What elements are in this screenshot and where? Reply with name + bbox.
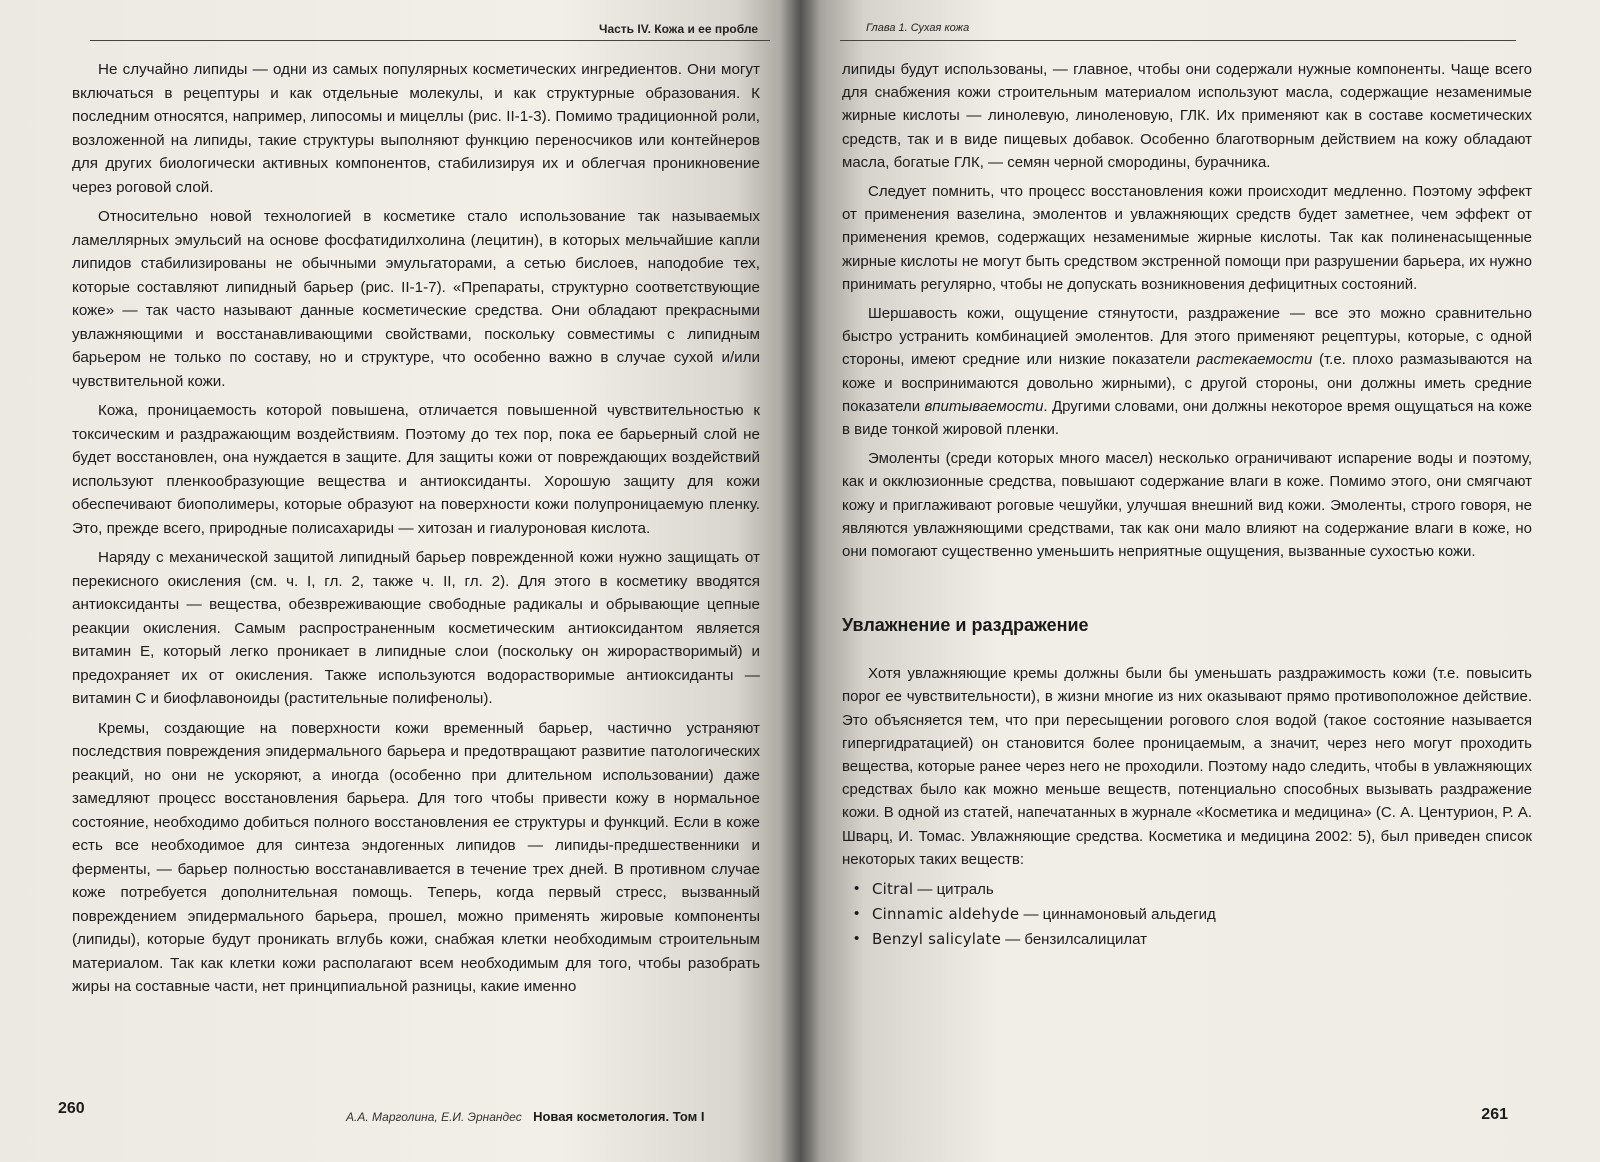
term-dash: — — [1001, 931, 1025, 949]
list-item — [860, 927, 1532, 952]
page-number-right: 261 — [1481, 1106, 1508, 1123]
footer-book-title: Новая косметология. Том I — [533, 1109, 705, 1124]
term-ru: цитраль — [936, 881, 994, 899]
right-paragraph-1: липиды будут использованы, — главное, чтобы они содержали нужные компоненты. Чаще всего для снабжения кожи строительным материалом используют масла, содержащие незаменимые жирные кислоты — линолевую, линоленовую, ГЛК. Их применяют как в составе косметических средств, так и в виде пищевых добавок. Особенно благотворным действием на кожу обладают масла, богатые ГЛК, — семян черной смородины, бурачника. — [842, 61, 1532, 171]
term-latin: Cinnamic aldehyde — [872, 905, 1020, 924]
left-paragraph-3: Кожа, проницаемость которой повышена, отличается повышенной чувствительностью к токсическим и раздражающим воздействиям. Поэтому до тех пор, пока ее барьерный слой не будет восстановлен, она нуждается в защите. Для защиты кожи от повреждающих воздействий используют пленкообразующие вещества и антиоксиданты. Хорошую защиту для кожи обеспечивают биополимеры, которые образуют на поверхности кожи полупроницаемую пленку. Это, прежде всего, природные полисахариды — хитозан и гиалуроновая кислота. — [72, 402, 760, 537]
term-latin: Benzyl salicylate — [872, 930, 1002, 949]
section-title: Увлажнение и раздражение — [842, 615, 1089, 636]
term-ru: бензилсалицилат — [1024, 931, 1148, 949]
header-rule-left — [90, 40, 770, 41]
right-paragraph-3 — [842, 302, 1532, 441]
p3-text-3: . Другими словами, они должны некоторое время ощущаться на коже в виде тонкой жировой пленки. — [842, 397, 1533, 439]
p3-em-spreadability: растекаемости — [1196, 351, 1313, 369]
substances-list — [842, 877, 1532, 952]
list-item — [860, 902, 1532, 927]
left-paragraph-4: Наряду с механической защитой липидный барьер поврежденной кожи нужно защищать от перекисного окисления (см. ч. I, гл. 2, также ч. II, гл. 2). Для этого в косметику вводятся антиоксиданты — вещества, обезвреживающие свободные радикалы и обрывающие цепные реакции окисления. Самым распространенным косметическим антиоксидантом является витамин Е, который легко проникает в липидные слои (поскольку он жирорастворимый) и предохраняет их от окисления. Также используются водорастворимые антиоксиданты — витамин С и биофлавоноиды (растительные полифенолы). — [72, 549, 760, 707]
term-dash: — — [913, 881, 937, 899]
list-item — [860, 877, 1532, 902]
page-number-left: 260 — [58, 1100, 85, 1117]
running-head-left: Часть IV. Кожа и ее пробле — [599, 22, 758, 36]
p3-em-absorbency: впитываемости — [924, 397, 1044, 415]
term-latin: Citral — [872, 880, 914, 899]
header-rule-right — [840, 40, 1516, 41]
left-paragraph-2: Относительно новой технологией в косметике стало использование так называемых ламеллярных эмульсий на основе фосфатидилхолина (лецитин), в которых мельчайшие капли липидов стабилизированы не обычными эмульгаторами, а сетью бислоев, наподобие тех, которые составляют липидный барьер (рис. II-1-7). «Препараты, структурно соответствующие коже» — так часто называют данные косметические средства. Они обладают прекрасными увлажняющими и восстанавливающими свойствами, поскольку совместимы с липидным барьером не только по составу, но и структуре, что особенно важно в случае сухой и/или чувствительной кожи. — [72, 208, 760, 390]
term-dash: — — [1019, 906, 1043, 924]
right-paragraph-5: Хотя увлажняющие кремы должны были бы уменьшать раздражимость кожи (т.е. повысить порог ее чувствительности), в жизни многие из них оказывают прямо противоположное действие. Это объясняется тем, что при пересыщении рогового слоя водой (такое состояние называется гипергидратацией) он становится более проницаемым, а значит, через него могут проходить вещества, которые ранее через него не проходили. Поэтому надо следить, чтобы в увлажняющих средствах было как можно меньше веществ, потенциально способных вызывать раздражение кожи. В одной из статей, напечатанных в журнале «Косметика и медицина» (С. А. Центурион, Р. А. Шварц, И. Томас. Увлажняющие средства. Косметика и медицина 2002: 5), был приведен список некоторых таких веществ: — [842, 665, 1532, 868]
right-paragraph-4: Эмоленты (среди которых много масел) несколько ограничивают испарение воды и поэтому, как и окклюзионные средства, повышают содержание влаги в коже. Помимо этого, они смягчают кожу и приглаживают роговые чешуйки, улучшая внешний вид кожи. Эмоленты, строго говоря, не являются увлажняющими средствами, так как они мало влияют на содержание влаги в коже, но они помогают существенно уменьшить неприятные ощущения, вызванные сухостью кожи. — [842, 450, 1532, 561]
footer-authors: А.А. Марголина, Е.И. Эрнандес — [346, 1110, 522, 1124]
p3-text-2: (т.е. плохо размазываются на коже и воспринимаются довольно жирными), с другой стороны, они должны иметь средние показатели — [842, 351, 1532, 415]
right-page — [800, 0, 1600, 1162]
p3-text-1: Шершавость кожи, ощущение стянутости, раздражение — все это можно сравнительно быстро устранить комбинацией эмолентов. Для этого применяют рецептуры, которые, с одной стороны, имеют средние или низкие показатели — [842, 305, 1532, 369]
footer-credit — [346, 1109, 704, 1124]
left-paragraph-1: Не случайно липиды — одни из самых популярных косметических ингредиентов. Они могут включаться в рецептуры и как отдельные молекулы, и как структурные образования. К последним относятся, например, липосомы и мицеллы (рис. II-1-3). Помимо традиционной роли, возложенной на липиды, такие структуры выполняют функцию переносчиков или контейнеров для других биологически активных компонентов, стабилизируя их и облегчая проникновение через роговой слой. — [72, 61, 760, 196]
term-ru: циннамоновый альдегид — [1042, 906, 1216, 924]
right-paragraph-2: Следует помнить, что процесс восстановления кожи происходит медленно. Поэтому эффект от применения вазелина, эмолентов и увлажняющих средств будет заметнее, чем эффект от применения кремов, содержащих незаменимые жирные кислоты. Так как полиненасыщенные жирные кислоты не могут быть средством экстренной помощи при разрушении барьера, их нужно принимать регулярно, чтобы не допускать возникновения дефицитных состояний. — [842, 183, 1532, 293]
left-paragraph-5: Кремы, создающие на поверхности кожи временный барьер, частично устраняют последствия повреждения эпидермального барьера и предотвращают развитие патологических реакций, но они не ускоряют, а иногда (особенно при длительном использовании) даже замедляют процесс восстановления барьера. Для того чтобы привести кожу в нормальное состояние, необходимо добиться полного восстановления ее структуры и функций. Если в коже есть все необходимое для синтеза эндогенных липидов — липиды-предшественники и ферменты, — барьер полностью восстанавливается в течение трех дней. В противном случае коже потребуется дополнительная помощь. Теперь, когда первый стресс, вызванный повреждением эпидермального барьера, прошел, можно применять жировые компоненты (липиды), которые будут проникать вглубь кожи, снабжая клетки необходимым строительным материалом. Так как клетки кожи располагают всем необходимым для того, чтобы разобрать жиры на составные части, нет принципиальной разницы, какие именно — [72, 719, 760, 995]
running-head-right: Глава 1. Сухая кожа — [866, 22, 970, 34]
